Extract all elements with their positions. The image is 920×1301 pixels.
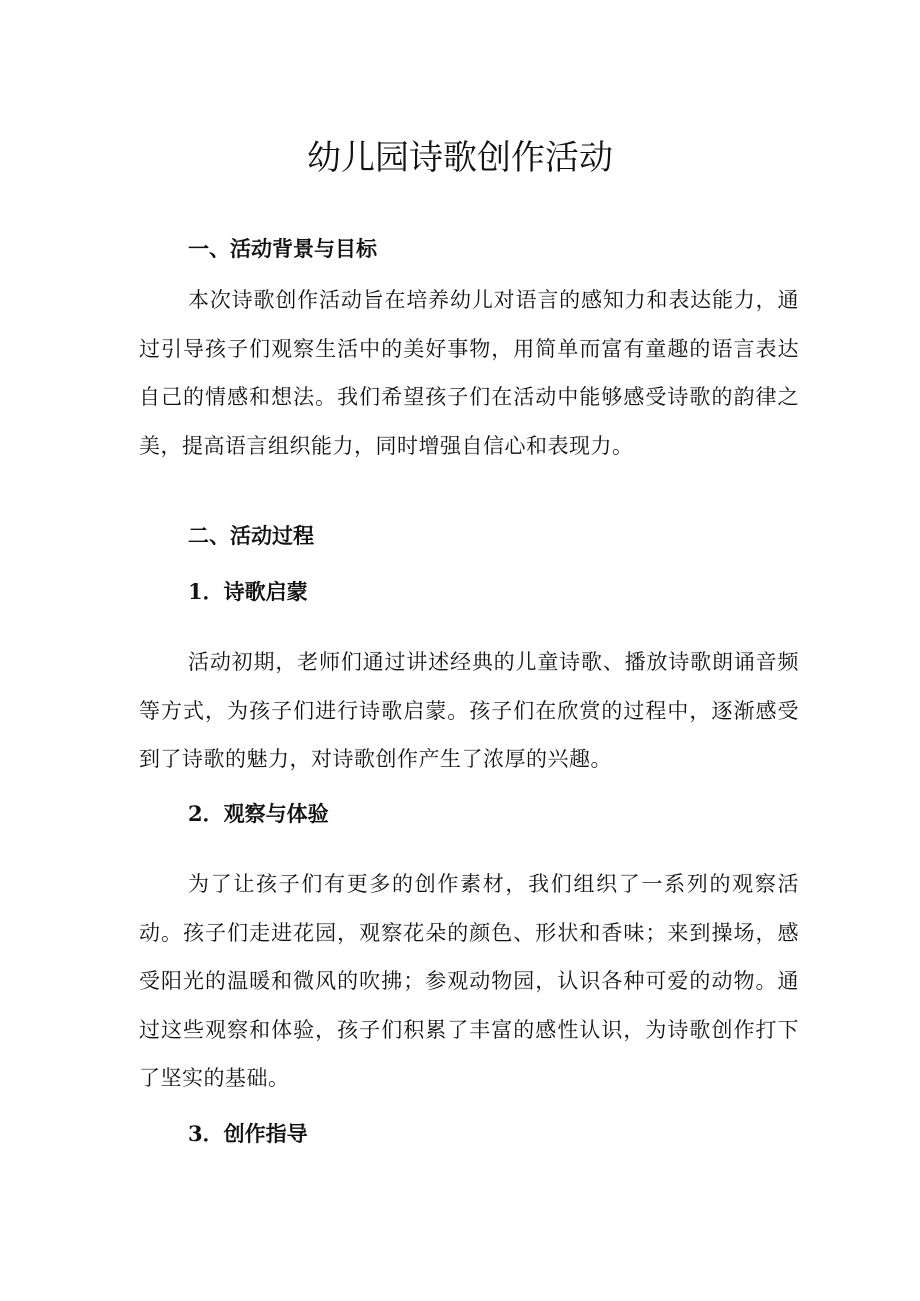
document-title: 幼儿园诗歌创作活动 xyxy=(307,138,613,178)
paragraph-background-goals: 本次诗歌创作活动旨在培养幼儿对语言的感知力和表达能力，通过引导孩子们观察生活中的美好事物，用简单而富有童趣的语言表达自己的情感和想法。我们希望孩子们在活动中能够感受诗歌的韵律之美，提高语言组织能力，同时增强自信心和表现力。 xyxy=(139,288,799,458)
paragraph-poetry-enlightenment: 活动初期，老师们通过讲述经典的儿童诗歌、播放诗歌朗诵音频等方式，为孩子们进行诗歌启蒙。孩子们在欣赏的过程中，逐渐感受到了诗歌的魅力，对诗歌创作产生了浓厚的兴趣。 xyxy=(139,650,799,771)
step-heading-creation-guidance: 3．创作指导 xyxy=(188,1121,308,1146)
step-heading-poetry-enlightenment: 1．诗歌启蒙 xyxy=(188,579,308,604)
paragraph-observation-experience: 为了让孩子们有更多的创作素材，我们组织了一系列的观察活动。孩子们走进花园，观察花朵的颜色、形状和香味；来到操场，感受阳光的温暖和微风的吹拂；参观动物园，认识各种可爱的动物。通过这些观察和体验，孩子们积累了丰富的感性认识，为诗歌创作打下了坚实的基础。 xyxy=(139,872,799,1090)
step-heading-observation-experience: 2．观察与体验 xyxy=(188,801,329,826)
section-heading-process: 二、活动过程 xyxy=(188,523,314,548)
section-heading-background-goals: 一、活动背景与目标 xyxy=(188,236,377,261)
